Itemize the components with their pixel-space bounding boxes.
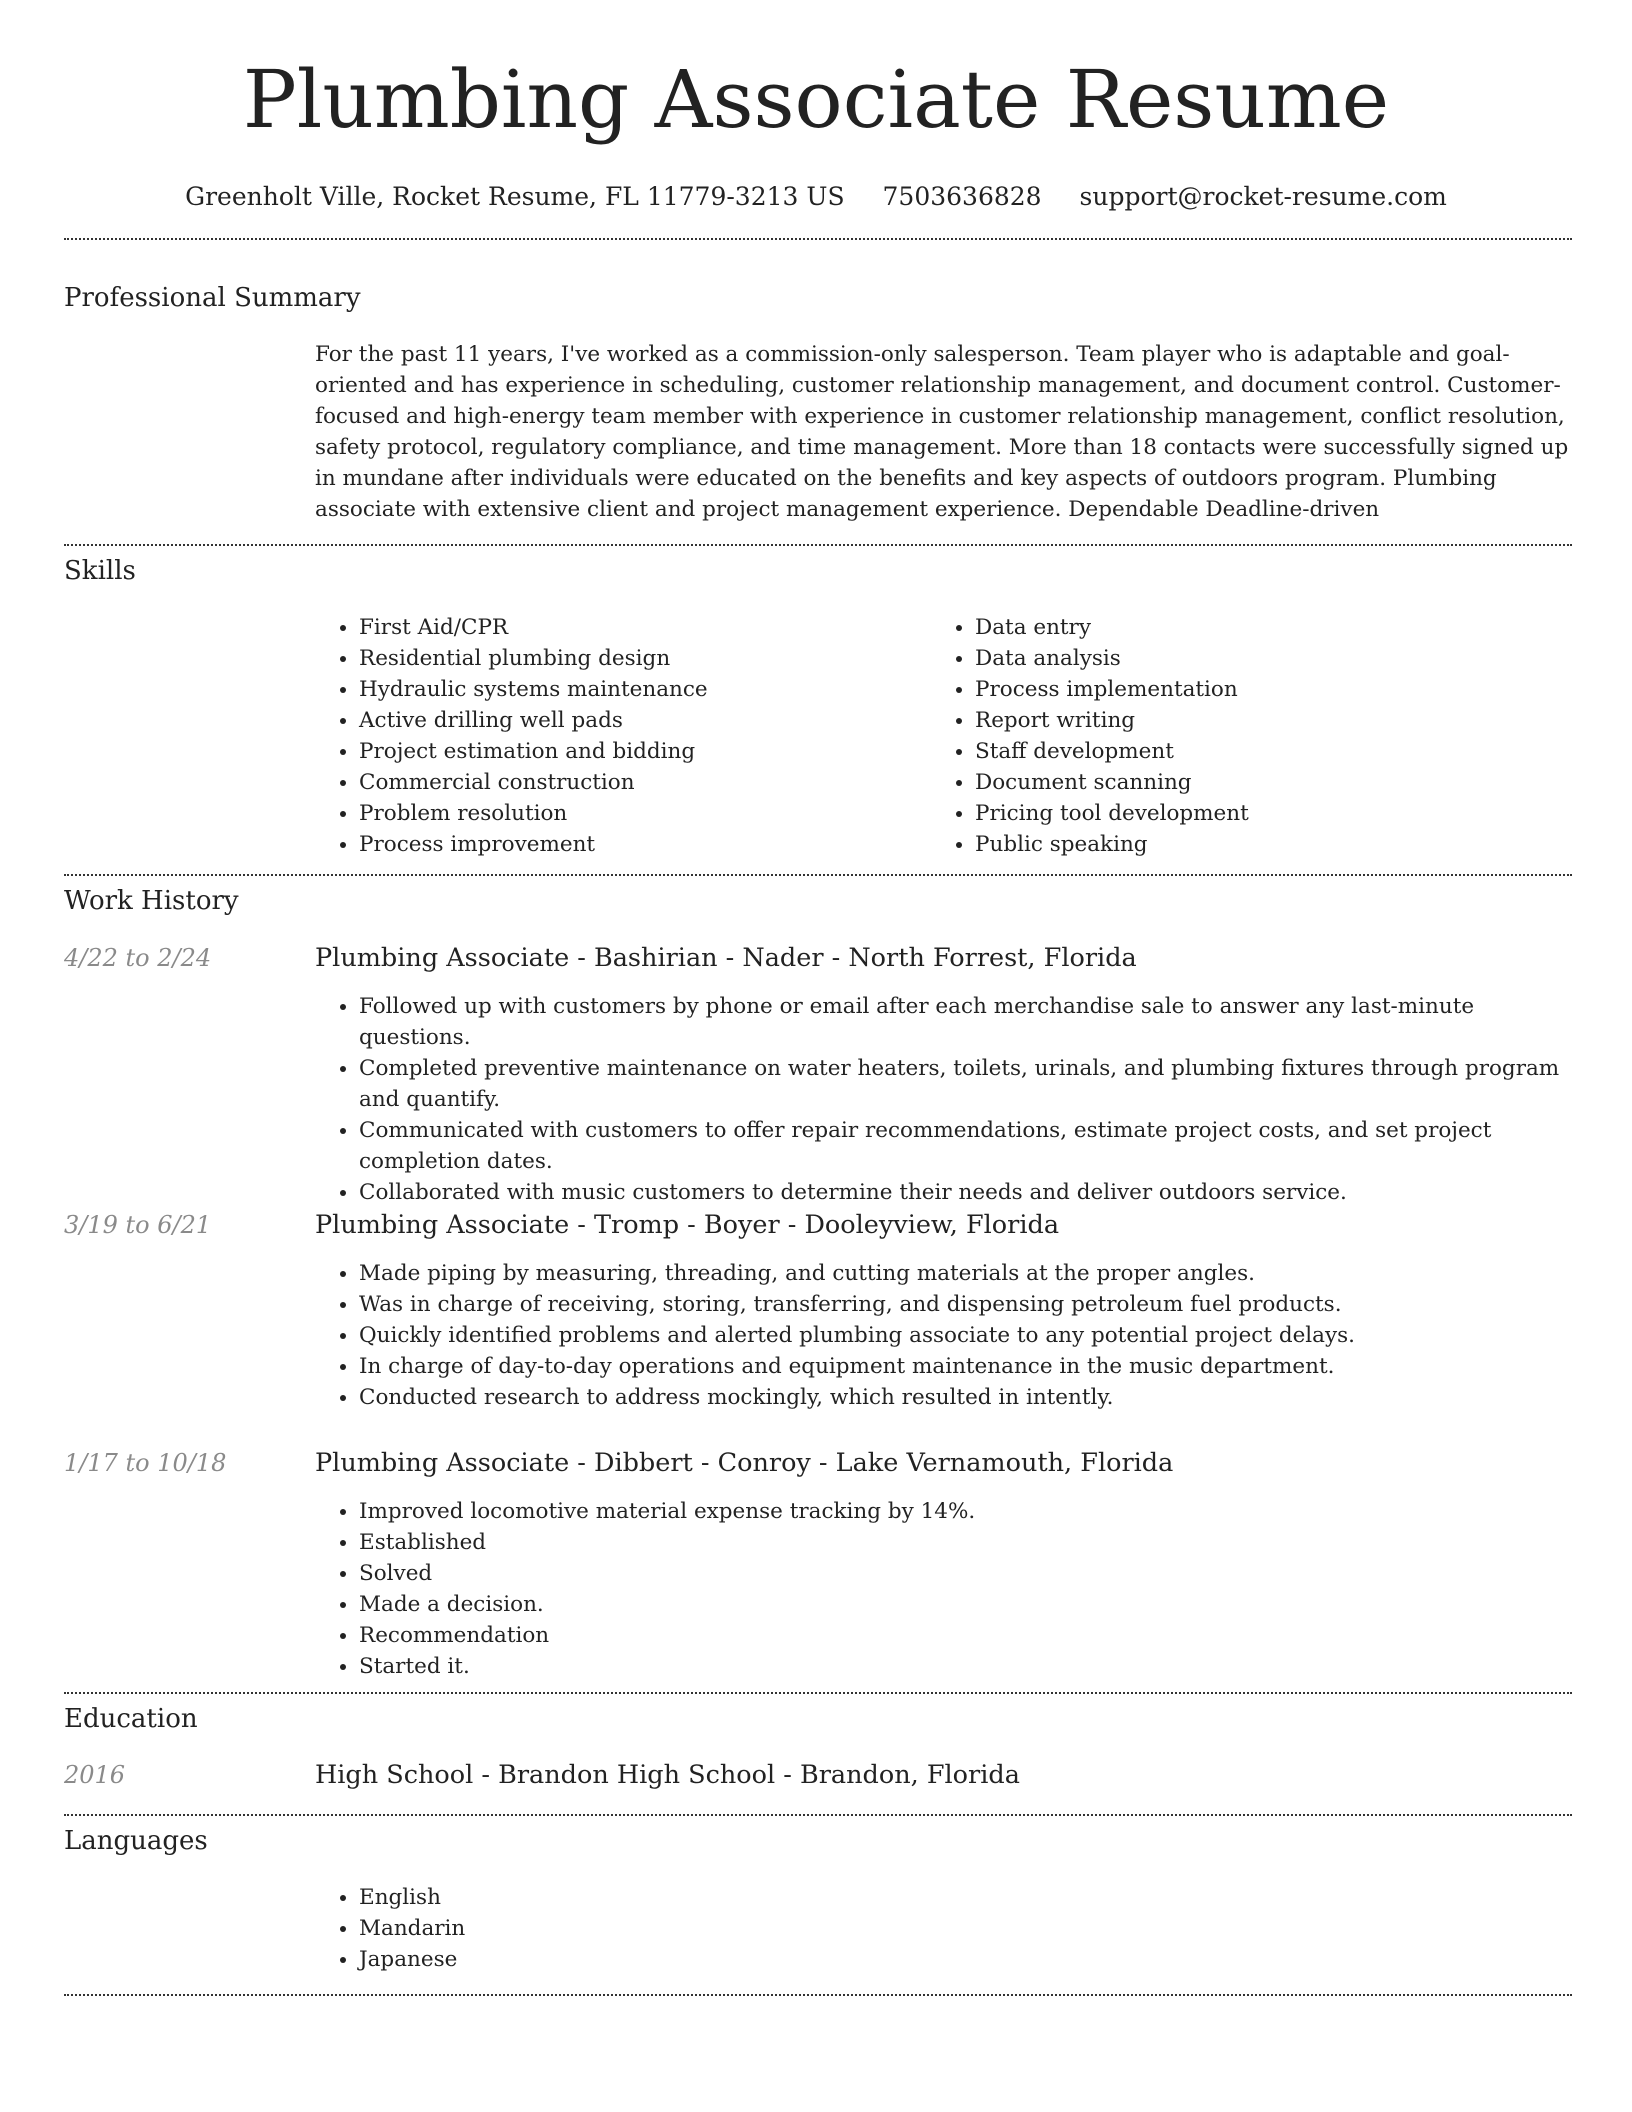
skill-item: • First Aid/CPR <box>359 612 931 643</box>
section-title-skills: Skills <box>64 556 136 586</box>
skill-item: • Active drilling well pads <box>359 705 931 736</box>
skill-item: • Residential plumbing design <box>359 643 931 674</box>
skill-item: • Staff development <box>975 736 1547 767</box>
job-bullet: • Solved <box>359 1558 1572 1589</box>
section-title-languages: Languages <box>64 1826 208 1856</box>
job-bullet: • Recommendation <box>359 1620 1572 1651</box>
job-bullet: • Was in charge of receiving, storing, transferring, and dispensing petroleum fuel products. <box>359 1289 1572 1320</box>
skill-item: • Document scanning <box>975 767 1547 798</box>
section-title-work: Work History <box>64 886 239 916</box>
job-bullet: • Made a decision. <box>359 1589 1572 1620</box>
job-bullet: • Conducted research to address mockingly, which resulted in intently. <box>359 1382 1572 1413</box>
job-dates: 3/19 to 6/21 <box>64 1211 212 1239</box>
languages-section <box>315 1882 1572 1975</box>
job-bullet: • Established <box>359 1527 1572 1558</box>
job-bullet: • Completed preventive maintenance on water heaters, toilets, urinals, and plumbing fixtures through program and quantify. <box>359 1053 1572 1115</box>
job-bullets <box>315 1258 1572 1413</box>
job-heading: Plumbing Associate - Dibbert - Conroy - Lake Vernamouth, Florida <box>315 1448 1174 1478</box>
job-heading: Plumbing Associate - Bashirian - Nader - North Forrest, Florida <box>315 943 1137 973</box>
section-title-education: Education <box>64 1704 198 1734</box>
skills-column-left <box>315 612 931 860</box>
divider <box>64 544 1572 546</box>
job-bullet: • Improved locomotive material expense tracking by 14%. <box>359 1496 1572 1527</box>
skill-item: • Pricing tool development <box>975 798 1547 829</box>
language-item: • English <box>359 1882 1572 1913</box>
skill-item: • Data entry <box>975 612 1547 643</box>
summary-section <box>315 339 1572 525</box>
skill-item: • Commercial construction <box>359 767 931 798</box>
contact-address: Greenholt Ville, Rocket Resume, FL 11779-3213 US <box>185 182 845 211</box>
skill-item: • Process improvement <box>359 829 931 860</box>
contact-phone: 7503636828 <box>882 182 1042 211</box>
divider <box>64 238 1572 240</box>
divider <box>64 1692 1572 1694</box>
divider <box>64 1814 1572 1816</box>
education-heading: High School - Brandon High School - Brandon, Florida <box>315 1760 1020 1790</box>
job-bullet: • Started it. <box>359 1651 1572 1682</box>
job-dates: 4/22 to 2/24 <box>64 944 212 972</box>
skill-item: • Report writing <box>975 705 1547 736</box>
divider <box>64 1994 1572 1996</box>
job-bullet: • Collaborated with music customers to determine their needs and deliver outdoors service. <box>359 1177 1572 1208</box>
resume-header <box>0 0 1632 212</box>
job-bullet: • Quickly identified problems and alerted plumbing associate to any potential project delays. <box>359 1320 1572 1351</box>
section-title-summary: Professional Summary <box>64 283 361 313</box>
skills-grid <box>315 612 1572 860</box>
contact-line <box>0 182 1632 212</box>
skills-section <box>315 612 1572 860</box>
job-bullets <box>315 1496 1572 1682</box>
summary-text: For the past 11 years, I've worked as a commission-only salesperson. Team player who is adaptable and goal-oriented and has experience in scheduling, customer relationship management, and document control. Customer-focused and high-energy team member with experience in customer relationship management, conflict resolution, safety protocol, regulatory compliance, and time management. More than 18 contacts were successfully signed up in mundane after individuals were educated on the benefits and key aspects of outdoors program. Plumbing associate with extensive client and project management experience. Dependable Deadline-driven <box>315 342 1569 522</box>
language-item: • Japanese <box>359 1944 1572 1975</box>
language-item: • Mandarin <box>359 1913 1572 1944</box>
skill-item: • Problem resolution <box>359 798 931 829</box>
job-heading: Plumbing Associate - Tromp - Boyer - Dooleyview, Florida <box>315 1210 1060 1240</box>
contact-email: support@rocket-resume.com <box>1079 182 1447 211</box>
job-dates: 1/17 to 10/18 <box>64 1449 227 1477</box>
job-bullet: • Followed up with customers by phone or email after each merchandise sale to answer any last-minute questions. <box>359 991 1572 1053</box>
education-year: 2016 <box>64 1761 126 1789</box>
skill-item: • Process implementation <box>975 674 1547 705</box>
job-bullet: • In charge of day-to-day operations and equipment maintenance in the music department. <box>359 1351 1572 1382</box>
skill-item: • Project estimation and bidding <box>359 736 931 767</box>
resume-title: Plumbing Associate Resume <box>242 53 1390 146</box>
skill-item: • Public speaking <box>975 829 1547 860</box>
job-bullet: • Made piping by measuring, threading, and cutting materials at the proper angles. <box>359 1258 1572 1289</box>
job-bullets <box>315 991 1572 1208</box>
job-bullet: • Communicated with customers to offer repair recommendations, estimate project costs, and set project completion dates. <box>359 1115 1572 1177</box>
skills-column-right <box>931 612 1547 860</box>
skill-item: • Hydraulic systems maintenance <box>359 674 931 705</box>
skill-item: • Data analysis <box>975 643 1547 674</box>
divider <box>64 874 1572 876</box>
